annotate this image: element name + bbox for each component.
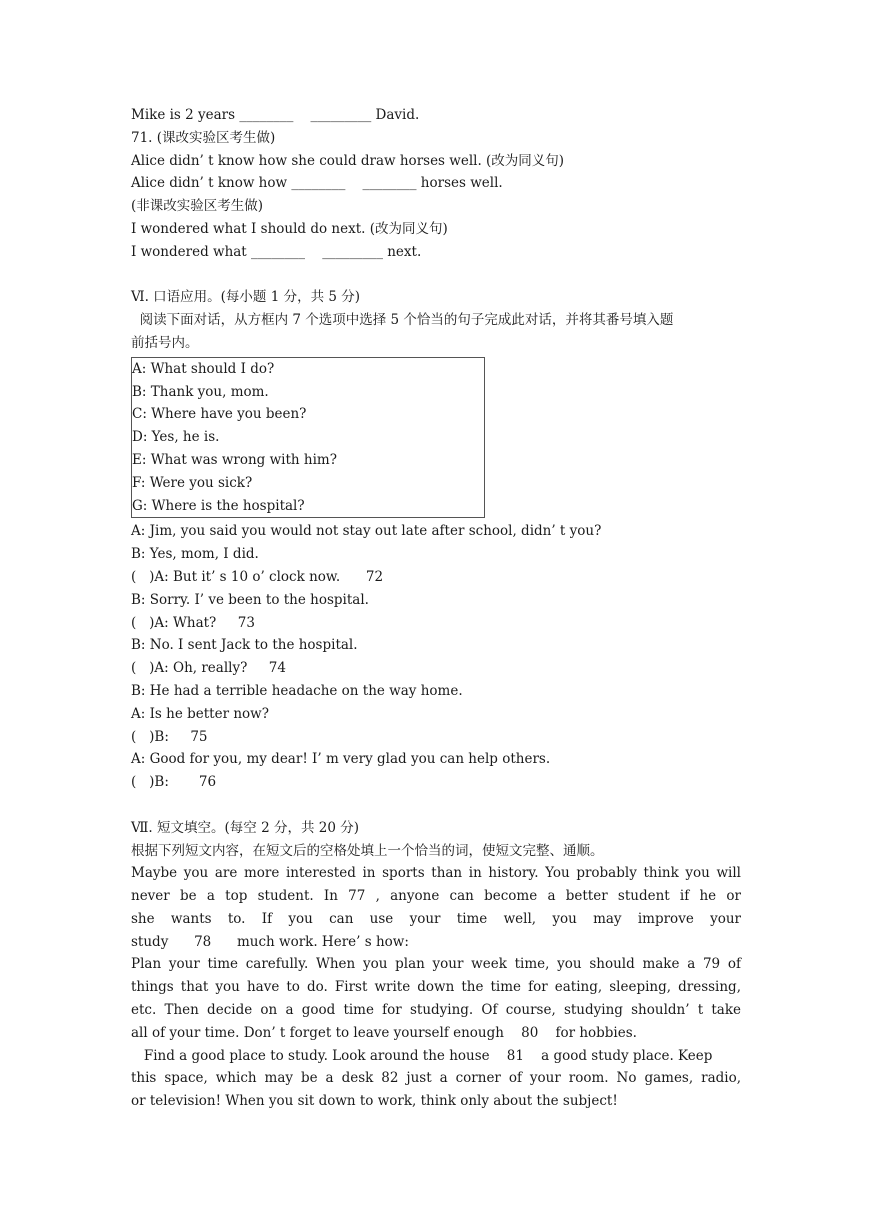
passage-line: Maybe you are more interested in sports than in history. You probably think you will <box>131 865 741 882</box>
passage-line: things that you have to do. First write down the time for eating, sleeping, dressing, <box>131 979 741 996</box>
spacer <box>131 794 741 817</box>
passage-line: all of your time. Don’ t forget to leave yourself enough 80 for hobbies. <box>131 1024 637 1041</box>
passage-line: etc. Then decide on a good time for studying. Of course, studying shouldn’ t take <box>131 1002 741 1019</box>
section-vi <box>131 286 741 794</box>
options-box <box>131 357 485 519</box>
exam-page <box>131 104 741 1113</box>
dialogue-line: ( )B: 76 <box>131 774 217 791</box>
dialogue-line: A: Is he better now? <box>131 705 269 722</box>
passage-line: Find a good place to study. Look around the house 81 a good study place. Keep <box>131 1047 713 1064</box>
section-heading: Ⅶ. 短文填空。(每空 2 分，共 20 分) <box>131 819 359 836</box>
passage-line: or television! When you sit down to work, think only about the subject! <box>131 1093 618 1110</box>
dialogue <box>131 520 741 794</box>
instruction-line: 前括号内。 <box>131 334 199 351</box>
dialogue-line: B: He had a terrible headache on the way home. <box>131 682 463 699</box>
text-line: (非课改实验区考生做) <box>131 198 264 215</box>
text-line: Mike is 2 years ________ _________ David. <box>131 107 420 123</box>
text-line: Alice didn’ t know how she could draw horses well. (改为同义句) <box>131 152 565 169</box>
instruction-line: 阅读下面对话，从方框内 7 个选项中选择 5 个恰当的句子完成此对话，并将其番号填入题 <box>131 312 674 329</box>
passage-paragraph-3 <box>131 1045 741 1113</box>
instruction-line: 根据下列短文内容，在短文后的空格处填上一个恰当的词，使短文完整、通顺。 <box>131 842 604 859</box>
passage-line: this space, which may be a desk 82 just a corner of your room. No games, radio, <box>131 1070 741 1087</box>
passage-line: Plan your time carefully. When you plan your week time, you should make a 79 of <box>131 956 741 973</box>
dialogue-line: ( )A: Oh, really? 74 <box>131 660 286 677</box>
section-v-tail <box>131 104 741 264</box>
dialogue-line: B: Yes, mom, I did. <box>131 546 259 563</box>
passage-line: she wants to. If you can use your time well, you may improve your <box>131 910 741 927</box>
dialogue-line: ( )B: 75 <box>131 728 208 745</box>
dialogue-line: ( )A: What? 73 <box>131 614 255 631</box>
dialogue-line: ( )A: But it’ s 10 o’ clock now. 72 <box>131 568 384 585</box>
option-item: A: What should I do? <box>132 360 275 377</box>
passage-paragraph-1 <box>131 862 741 953</box>
passage-paragraph-2 <box>131 953 741 1044</box>
passage-line: study 78 much work. Here’ s how: <box>131 933 409 950</box>
text-line: Alice didn’ t know how ________ ________ horses well. <box>131 175 503 192</box>
option-item: G: Where is the hospital? <box>132 497 305 514</box>
option-item: F: Were you sick? <box>132 474 253 491</box>
dialogue-line: B: Sorry. I’ ve been to the hospital. <box>131 591 369 608</box>
dialogue-line: A: Good for you, my dear! I’ m very glad you can help others. <box>131 751 551 768</box>
dialogue-line: A: Jim, you said you would not stay out late after school, didn’ t you? <box>131 523 602 540</box>
option-item: D: Yes, he is. <box>132 429 220 446</box>
text-line: I wondered what ________ _________ next. <box>131 243 422 260</box>
spacer <box>131 264 741 287</box>
text-line: 71. (课改实验区考生做) <box>131 129 276 146</box>
section-vii <box>131 817 741 1113</box>
option-item: C: Where have you been? <box>132 406 307 423</box>
option-item: B: Thank you, mom. <box>132 383 269 400</box>
option-item: E: What was wrong with him? <box>132 451 337 468</box>
dialogue-line: B: No. I sent Jack to the hospital. <box>131 637 358 654</box>
text-line: I wondered what I should do next. (改为同义句) <box>131 220 448 237</box>
passage-line: never be a top student. In 77 , anyone can become a better student if he or <box>131 888 741 905</box>
section-heading: Ⅵ. 口语应用。(每小题 1 分，共 5 分) <box>131 289 361 306</box>
